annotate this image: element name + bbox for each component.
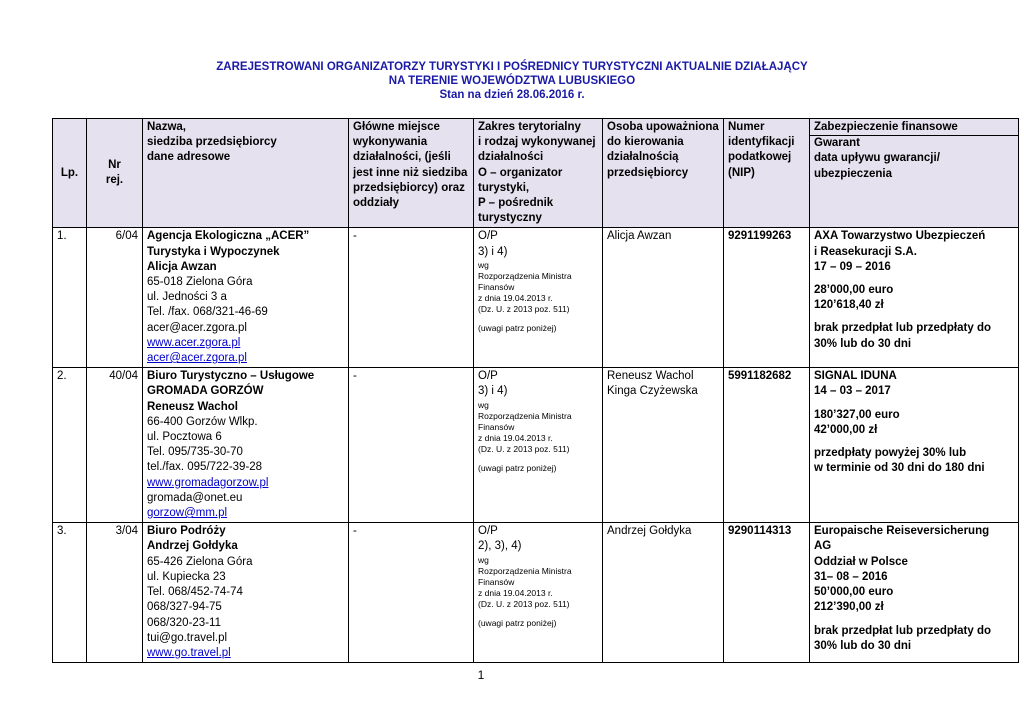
cell-nr: 40/04 bbox=[87, 368, 143, 523]
cell-zabezpieczenie: AXA Towarzystwo Ubezpieczeń i Reasekuracji S.A. 17 – 09 – 2016 28’000,00 euro 120’618,40 zł brak przedpłat lub przedpłaty do 30% lub do 30 dni bbox=[810, 228, 1019, 368]
header-miejsce: Główne miejsce wykonywania działalności, (jeśli jest inne niż siedziba przedsiębiorcy) oraz oddziały bbox=[349, 119, 474, 228]
cell-miejsce: - bbox=[349, 228, 474, 368]
organizers-table bbox=[52, 118, 1019, 663]
website-link[interactable]: www.acer.zgora.pl bbox=[147, 336, 241, 349]
cell-lp: 2. bbox=[53, 368, 87, 523]
table-row bbox=[53, 523, 1019, 663]
page-number: 1 bbox=[477, 668, 485, 682]
document-date: Stan na dzień 28.06.2016 r. bbox=[439, 89, 585, 101]
cell-nr: 6/04 bbox=[87, 228, 143, 368]
cell-zabezpieczenie: Europaische Reiseversicherung AG Oddział w Polsce 31– 08 – 2016 50’000,00 euro 212’390,00 zł brak przedpłat lub przedpłaty do 30% lub do 30 dni bbox=[810, 523, 1019, 663]
cell-nip: 9290114313 bbox=[724, 523, 810, 663]
header-lp: Lp. bbox=[53, 119, 87, 228]
header-nip: Numer identyfikacji podatkowej (NIP) bbox=[724, 119, 810, 228]
cell-osoba: Reneusz Wachol Kinga Czyżewska bbox=[603, 368, 724, 523]
header-zabezpieczenie: Zabezpieczenie finansowe Gwarant data upływu gwarancji/ ubezpieczenia bbox=[810, 119, 1019, 228]
cell-osoba: Andrzej Gołdyka bbox=[603, 523, 724, 663]
cell-zakres: O/P 2), 3), 4) wg Rozporządzenia Ministra Finansów z dnia 19.04.2013 r. (Dz. U. z 2013 poz. 511) (uwagi patrz poniżej) bbox=[474, 523, 603, 663]
table-row bbox=[53, 368, 1019, 523]
cell-miejsce: - bbox=[349, 368, 474, 523]
cell-nip: 5991182682 bbox=[724, 368, 810, 523]
cell-nazwa: Agencja Ekologiczna „ACER” Turystyka i Wypoczynek Alicja Awzan 65-018 Zielona Góra ul. Jedności 3 a Tel. /fax. 068/321-46-69 acer@acer.zgora.pl www.acer.zgora.pl acer@acer.zgora.pl bbox=[143, 228, 349, 368]
header-osoba: Osoba upoważniona do kierowania działalnością przedsiębiorcy bbox=[603, 119, 724, 228]
cell-nazwa: Biuro Podróży Andrzej Gołdyka 65-426 Zielona Góra ul. Kupiecka 23 Tel. 068/452-74-74 068/327-94-75 068/320-23-11 tui@go.travel.pl www.go.travel.pl bbox=[143, 523, 349, 663]
cell-lp: 3. bbox=[53, 523, 87, 663]
table-header-row bbox=[53, 119, 1019, 228]
cell-osoba: Alicja Awzan bbox=[603, 228, 724, 368]
website-link[interactable]: www.go.travel.pl bbox=[147, 646, 231, 659]
email-link[interactable]: gorzow@mm.pl bbox=[147, 507, 228, 520]
header-zakres: Zakres terytorialny i rodzaj wykonywanej działalności O – organizator turystyki, P – pośrednik turystyczny bbox=[474, 119, 603, 228]
table-row bbox=[53, 228, 1019, 368]
cell-nazwa: Biuro Turystyczno – Usługowe GROMADA GORZÓW Reneusz Wachol 66-400 Gorzów Wlkp. ul. Pocztowa 6 Tel. 095/735-30-70 tel./fax. 095/722-39-28 www.gromadagorzow.pl gromada@onet.eu gorzow@mm.pl bbox=[143, 368, 349, 523]
cell-miejsce: - bbox=[349, 523, 474, 663]
header-nazwa: Nazwa, siedziba przedsiębiorcy dane adresowe bbox=[143, 119, 349, 228]
cell-zakres: O/P 3) i 4) wg Rozporządzenia Ministra Finansów z dnia 19.04.2013 r. (Dz. U. z 2013 poz. 511) (uwagi patrz poniżej) bbox=[474, 368, 603, 523]
cell-lp: 1. bbox=[53, 228, 87, 368]
header-nr: Nr rej. bbox=[87, 119, 143, 228]
document-title-line1: ZAREJESTROWANI ORGANIZATORZY TURYSTYKI I POŚREDNICY TURYSTYCZNI AKTUALNIE DZIAŁAJĄCY bbox=[216, 61, 808, 73]
website-link[interactable]: www.gromadagorzow.pl bbox=[147, 476, 269, 489]
cell-zakres: O/P 3) i 4) wg Rozporządzenia Ministra Finansów z dnia 19.04.2013 r. (Dz. U. z 2013 poz. 511) (uwagi patrz poniżej) bbox=[474, 228, 603, 368]
document-title-line2: NA TERENIE WOJEWÓDZTWA LUBUSKIEGO bbox=[388, 75, 636, 87]
cell-zabezpieczenie: SIGNAL IDUNA 14 – 03 – 2017 180’327,00 euro 42’000,00 zł przedpłaty powyżej 30% lub w terminie od 30 dni do 180 dni bbox=[810, 368, 1019, 523]
email-link[interactable]: acer@acer.zgora.pl bbox=[147, 352, 247, 365]
cell-nip: 9291199263 bbox=[724, 228, 810, 368]
cell-nr: 3/04 bbox=[87, 523, 143, 663]
